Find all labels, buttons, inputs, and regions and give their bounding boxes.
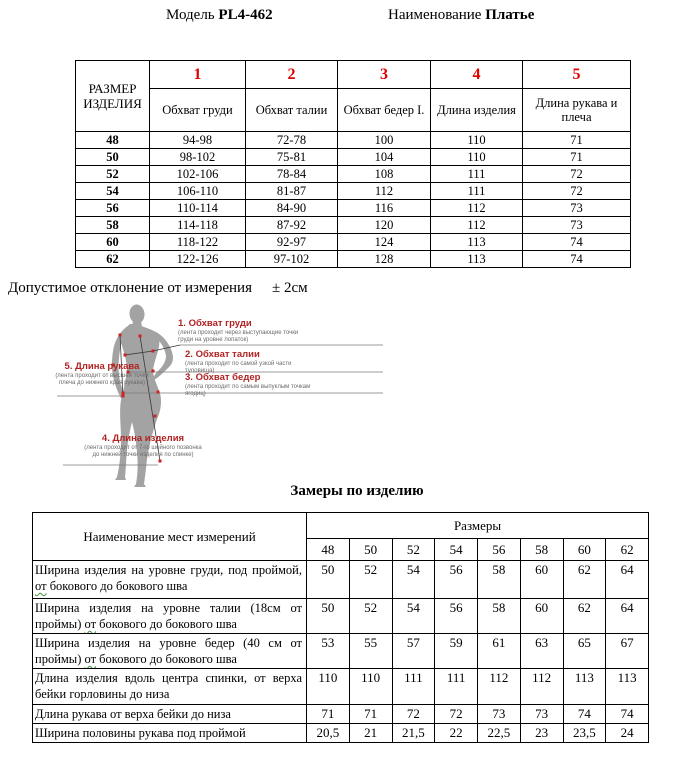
size-table-col-name: Длина рукава и плеча [523, 89, 631, 132]
measurement-cell: 102-106 [150, 166, 246, 183]
measurement-cell: 74 [523, 234, 631, 251]
measurement-value-cell: 72 [392, 705, 435, 724]
figure-label-hips-num: 3. [185, 372, 193, 383]
size-column-header: 58 [520, 539, 563, 561]
measurement-value-cell: 74 [606, 705, 649, 724]
measurement-row-label: Ширина изделия на уровне талии (18см от проймы) от бокового до бокового шва [33, 599, 307, 634]
measurement-value-cell: 58 [478, 599, 521, 634]
size-table-row [76, 166, 631, 183]
measurement-value-cell: 112 [478, 669, 521, 705]
figure-label-chest-title: Обхват груди [188, 318, 252, 329]
female-silhouette [112, 304, 173, 487]
measurement-cell: 110-114 [150, 200, 246, 217]
measurements-name-header: Наименование мест измерений [33, 513, 307, 561]
measurement-cell: 114-118 [150, 217, 246, 234]
measurement-cell: 112 [338, 183, 431, 200]
size-table-body [76, 132, 631, 268]
model-label: Модель [166, 7, 215, 23]
measurement-value-cell: 24 [606, 724, 649, 743]
measurement-cell: 71 [523, 132, 631, 149]
measurement-value-cell: 60 [520, 599, 563, 634]
measurement-cell: 72 [523, 183, 631, 200]
measurement-value-cell: 20,5 [307, 724, 350, 743]
size-column-header: 48 [307, 539, 350, 561]
size-table-col-number: 4 [431, 61, 523, 89]
measurement-cell: 113 [431, 251, 523, 268]
measurement-row-label: Длина рукава от верха бейки до низа [33, 705, 307, 724]
size-table-row [76, 183, 631, 200]
measurement-cell: 78-84 [246, 166, 338, 183]
size-cell: 54 [76, 183, 150, 200]
size-column-header: 60 [563, 539, 606, 561]
measurements-row [33, 634, 649, 669]
size-table [75, 60, 631, 268]
measurement-cell: 111 [431, 166, 523, 183]
measurement-value-cell: 73 [520, 705, 563, 724]
size-table-corner-header: РАЗМЕР ИЗДЕЛИЯ [76, 61, 150, 132]
size-table-col-number: 5 [523, 61, 631, 89]
measurements-table-body [33, 561, 649, 743]
measurement-row-label: Длина изделия вдоль центра спинки, от верха бейки горловины до низа [33, 669, 307, 705]
measurements-row [33, 724, 649, 743]
measurement-value-cell: 71 [349, 705, 392, 724]
figure-label-chest [178, 319, 312, 343]
measurement-cell: 112 [431, 217, 523, 234]
measurement-cell: 92-97 [246, 234, 338, 251]
size-cell: 50 [76, 149, 150, 166]
size-column-header: 52 [392, 539, 435, 561]
size-table-row [76, 200, 631, 217]
measurements-row [33, 669, 649, 705]
measurement-cell: 110 [431, 132, 523, 149]
measurement-value-cell: 110 [349, 669, 392, 705]
measurement-value-cell: 52 [349, 561, 392, 599]
size-table-col-name: Обхват талии [246, 89, 338, 132]
measurement-cell: 113 [431, 234, 523, 251]
measurement-cell: 108 [338, 166, 431, 183]
measurement-cell: 74 [523, 251, 631, 268]
measurement-value-cell: 110 [307, 669, 350, 705]
measurement-value-cell: 111 [392, 669, 435, 705]
size-cell: 58 [76, 217, 150, 234]
measurement-value-cell: 73 [478, 705, 521, 724]
figure-label-sleeve-title: Длина рукава [75, 361, 140, 372]
size-table-col-number: 3 [338, 61, 431, 89]
figure-label-length-num: 4. [101, 433, 110, 444]
measurement-cell: 72-78 [246, 132, 338, 149]
figure-label-sleeve-desc: (лента проходит от высшей точки плеча до нижнего края рукава) [55, 373, 149, 386]
size-cell: 60 [76, 234, 150, 251]
measurement-value-cell: 67 [606, 634, 649, 669]
measurement-cell: 97-102 [246, 251, 338, 268]
measurement-value-cell: 21 [349, 724, 392, 743]
size-column-header: 62 [606, 539, 649, 561]
measurement-cell: 116 [338, 200, 431, 217]
grammar-flagged-word: от [35, 579, 47, 593]
size-cell: 62 [76, 251, 150, 268]
measurement-cell: 122-126 [150, 251, 246, 268]
measurement-cell: 111 [431, 183, 523, 200]
measurement-value-cell: 65 [563, 634, 606, 669]
measurement-value-cell: 63 [520, 634, 563, 669]
measurement-value-cell: 62 [563, 599, 606, 634]
figure-label-chest-num: 1. [178, 318, 186, 329]
measurement-cell: 81-87 [246, 183, 338, 200]
measurement-cell: 118-122 [150, 234, 246, 251]
figure-label-waist-title: Обхват талии [195, 349, 260, 360]
measurement-cell: 75-81 [246, 149, 338, 166]
measurement-value-cell: 64 [606, 599, 649, 634]
size-table-col-name: Длина изделия [431, 89, 523, 132]
measurement-cell: 72 [523, 166, 631, 183]
size-table-row [76, 234, 631, 251]
measurement-figure [55, 300, 385, 488]
measurement-cell: 98-102 [150, 149, 246, 166]
measurement-value-cell: 53 [307, 634, 350, 669]
measurement-value-cell: 22 [435, 724, 478, 743]
measurement-cell: 94-98 [150, 132, 246, 149]
figure-label-waist-desc: (лента проходит по самой узкой части туловища) [185, 361, 292, 374]
measurement-value-cell: 23,5 [563, 724, 606, 743]
model-value: PL4-462 [218, 7, 273, 23]
model-title [166, 7, 273, 24]
measurement-row-label: Ширина изделия на уровне груди, под проймой, от бокового до бокового шва [33, 561, 307, 599]
measurement-cell: 110 [431, 149, 523, 166]
measurement-cell: 124 [338, 234, 431, 251]
measurement-value-cell: 113 [606, 669, 649, 705]
item-name-title [388, 7, 534, 24]
figure-label-length-desc: (лента проходит от 7-го шейного позвонка до нижней точки изделия по спинке) [84, 445, 202, 458]
measurements-table-header [33, 513, 649, 561]
measurement-value-cell: 71 [307, 705, 350, 724]
figure-label-waist-num: 2. [185, 349, 193, 360]
tolerance-note [8, 280, 308, 297]
measurement-cell: 84-90 [246, 200, 338, 217]
measurement-cell: 87-92 [246, 217, 338, 234]
measurement-cell: 104 [338, 149, 431, 166]
measurement-value-cell: 56 [435, 599, 478, 634]
figure-label-length [83, 434, 203, 458]
measurement-cell: 106-110 [150, 183, 246, 200]
measurements-sizes-header: Размеры [307, 513, 649, 539]
grammar-flagged-word: от [84, 652, 97, 666]
size-column-header: 56 [478, 539, 521, 561]
item-name-label: Наименование [388, 7, 482, 23]
figure-label-waist [185, 350, 295, 374]
measurement-value-cell: 64 [606, 561, 649, 599]
measurement-value-cell: 54 [392, 599, 435, 634]
size-table-col-number: 2 [246, 61, 338, 89]
measurement-cell: 71 [523, 149, 631, 166]
size-cell: 52 [76, 166, 150, 183]
measurement-cell: 73 [523, 200, 631, 217]
measurements-section-title: Замеры по изделию [290, 483, 424, 499]
measurement-row-label: Ширина изделия на уровне бедер (40 см от проймы) от бокового до бокового шва [33, 634, 307, 669]
measurement-value-cell: 50 [307, 561, 350, 599]
size-column-header: 54 [435, 539, 478, 561]
measurement-value-cell: 54 [392, 561, 435, 599]
figure-label-hips-title: Обхват бедер [195, 372, 261, 383]
measurements-row [33, 705, 649, 724]
measurement-cell: 128 [338, 251, 431, 268]
figure-label-chest-desc: (лента проходит через выступающие точки груди на уровне лопаток) [178, 330, 299, 343]
measurement-value-cell: 62 [563, 561, 606, 599]
size-table-row [76, 132, 631, 149]
measurement-cell: 100 [338, 132, 431, 149]
tolerance-value: ± 2см [271, 280, 308, 296]
measurement-cell: 112 [431, 200, 523, 217]
measurement-value-cell: 111 [435, 669, 478, 705]
measurement-value-cell: 22,5 [478, 724, 521, 743]
measurement-value-cell: 56 [435, 561, 478, 599]
measurement-value-cell: 55 [349, 634, 392, 669]
measurements-row [33, 561, 649, 599]
measurement-value-cell: 23 [520, 724, 563, 743]
measurement-value-cell: 50 [307, 599, 350, 634]
figure-label-length-title: Длина изделия [112, 433, 185, 444]
figure-label-sleeve [55, 362, 149, 386]
measurement-value-cell: 57 [392, 634, 435, 669]
measurement-value-cell: 60 [520, 561, 563, 599]
size-table-col-name: Обхват груди [150, 89, 246, 132]
measurement-value-cell: 72 [435, 705, 478, 724]
figure-label-sleeve-num: 5. [64, 361, 73, 372]
size-cell: 56 [76, 200, 150, 217]
size-cell: 48 [76, 132, 150, 149]
figure-label-hips [185, 373, 311, 397]
document-header [0, 7, 679, 27]
size-table-col-name: Обхват бедер I. [338, 89, 431, 132]
product-measurements-table [32, 512, 649, 743]
measurement-value-cell: 21,5 [392, 724, 435, 743]
tolerance-text: Допустимое отклонение от измерения [8, 280, 252, 296]
grammar-flagged-word: от [84, 617, 97, 631]
measurement-value-cell: 74 [563, 705, 606, 724]
measurement-cell: 73 [523, 217, 631, 234]
size-table-row [76, 149, 631, 166]
measurement-value-cell: 112 [520, 669, 563, 705]
size-table-row [76, 217, 631, 234]
figure-label-hips-desc: (лента проходит по самым выпуклым точкам ягодиц) [185, 384, 311, 397]
measurements-row [33, 599, 649, 634]
measurement-row-label: Ширина половины рукава под проймой [33, 724, 307, 743]
size-table-col-number: 1 [150, 61, 246, 89]
measurement-value-cell: 113 [563, 669, 606, 705]
item-name-value: Платье [485, 7, 535, 23]
size-column-header: 50 [349, 539, 392, 561]
measurement-cell: 120 [338, 217, 431, 234]
measurement-value-cell: 59 [435, 634, 478, 669]
size-table-header [76, 61, 631, 132]
measurement-value-cell: 61 [478, 634, 521, 669]
measurement-value-cell: 52 [349, 599, 392, 634]
measurement-value-cell: 58 [478, 561, 521, 599]
size-table-row [76, 251, 631, 268]
